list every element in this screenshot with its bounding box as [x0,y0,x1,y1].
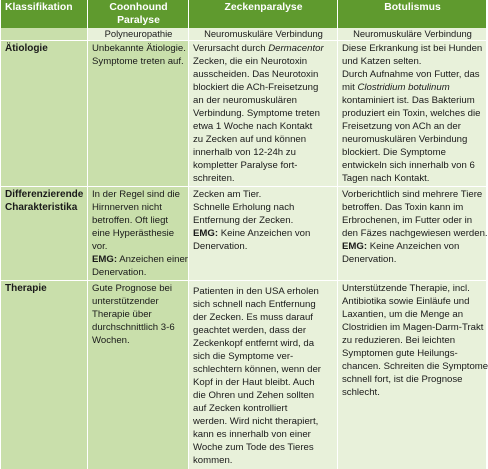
cell-aetiologie-zecken [189,41,338,187]
emg-line [342,240,483,253]
text-line: Kopf in der Haut bleibt. Auch [193,377,315,388]
text-line: kontaminiert ist. Das Bakterium [342,95,475,106]
text-line: Schnelle Erholung nach [193,202,295,213]
text-line: Unterstützende Therapie, incl. [342,283,470,294]
text-line: schlecht. [342,387,380,398]
text-line: Denervation. [193,241,248,252]
text-line: Wochen. [92,335,130,346]
text-line: durchschnittlich 3-6 [92,322,175,333]
text-line: Zeckenkopf entfernt wird, da [193,338,315,349]
emg-label: EMG: [342,241,368,252]
text-line: Patienten in den USA erholen [193,286,319,297]
header-botulismus: Botulismus [338,0,487,28]
text-line: kommen. [193,455,233,466]
header-row [1,0,487,28]
text-line: der Zecken. Es muss darauf [193,312,313,323]
text-line: betroffen. Das Toxin kann im [342,202,464,213]
subheader-zecken: Neuromuskuläre Verbindung [189,28,338,41]
text-line: sich die Symptome ver- [193,351,294,362]
text-line: und Katzen selten. [342,56,422,67]
text-line: Zecken am Tier. [193,189,262,200]
text-line: Laxantien, um die Menge an [342,309,464,320]
text-line: Gute Prognose bei [92,283,173,294]
row-label-aetiologie: Ätiologie [1,41,88,187]
text-line: die Ohren und Zehen sollten [193,390,315,401]
text-line: Tagen nach Kontakt. [342,173,430,184]
text-line: etwa 1 Woche nach Kontakt [193,121,313,132]
text-fragment: mit [342,82,358,93]
text-line: Erbrochenen, im Futter oder in [342,215,473,226]
text-line: den Fäzes nachgewiesen werden. [342,228,488,239]
subheader-coonhound: Polyneuropathie [88,28,189,41]
cell-aetiologie-botulismus [338,41,487,187]
emg-text: Anzeichen einer [117,254,188,265]
text-line: betroffen. Oft liegt [92,215,169,226]
row-label-therapie: Therapie [1,281,88,469]
text-line: an der neuromuskulären [193,95,297,106]
text-line: Diese Erkrankung ist bei Hunden [342,43,483,54]
text-line: Denervation. [92,267,147,278]
text-line: Verbindung. Symptome treten [193,108,320,119]
text-line: Vorberichtlich sind mehrere Tiere [342,189,483,200]
text-line: Entfernung der Zecken. [193,215,294,226]
text-line: zu Zecken auf und können [193,134,307,145]
text-line: Unbekannte Ätiologie. [92,43,186,54]
text-line: kann es innerhalb von einer [193,429,311,440]
text-line: eine Hyperästhesie [92,228,175,239]
text-line: produziert ein Toxin, welches die [342,108,481,119]
row-differenzierende-charakteristika [1,187,487,281]
text-line: geachtet werden, dass der [193,325,307,336]
row-label-line: Charakteristika [5,202,78,213]
text-line: vor. [92,241,108,252]
text-line: entwickeln sich innerhalb von 6 [342,160,475,171]
emg-text: Keine Anzeichen von [367,241,460,252]
text-line: ausscheiden. Das Neurotoxin [193,69,319,80]
subheader-botulismus: Neuromuskuläre Verbindung [338,28,487,41]
cell-therapie-coonhound [88,281,189,469]
text-line: sich schnell nach Entfernung [193,299,316,310]
text-line: Clostridien im Magen-Darm-Trakt [342,322,484,333]
header-zecken: Zeckenparalyse [189,0,338,28]
emg-line [92,253,188,266]
subheader-row [1,28,487,41]
emg-label: EMG: [92,254,118,265]
text-line: schlechtern können, wenn der [193,364,321,375]
text-line: blockiert die ACh-Freisetzung [193,82,319,93]
cell-aetiologie-coonhound [88,41,189,187]
text-line: chancen. Schreiten die Symptome [342,361,488,372]
text-line [193,42,334,55]
cell-therapie-zecken [189,281,338,469]
text-line: Symptomen gute Heilungs- [342,348,458,359]
text-line [342,81,483,94]
text-line: blockiert. Die Symptome [342,147,446,158]
species-name-dermacentor: Dermacentor [268,43,324,54]
header-classification: Klassifikation [1,0,88,28]
text-line: Antibiotika sowie Einläufe und [342,296,470,307]
text-line: schnell fort, ist die Prognose [342,374,463,385]
text-fragment: Verursacht durch [193,43,269,54]
text-line: schreiten. [193,173,235,184]
cell-differenzierende-botulismus [338,187,487,281]
row-aetiologie [1,41,487,187]
emg-line [193,227,334,240]
subheader-empty [1,28,88,41]
text-line: werden. Wird nicht therapiert, [193,416,319,427]
species-name-clostridium: Clostridium botulinum [357,82,450,93]
row-therapie [1,281,487,469]
cell-differenzierende-coonhound [88,187,189,281]
text-line: Therapie über [92,309,152,320]
text-line: Woche zum Tode des Tieres [193,442,314,453]
text-line: auf Zecken kontrolliert [193,403,288,414]
header-coonhound: Coonhound Paralyse [88,0,189,28]
text-line: In der Regel sind die [92,189,180,200]
row-label-line: Differenzierende [5,189,84,200]
text-line: Hirnnerven nicht [92,202,162,213]
cell-therapie-botulismus [338,281,487,469]
text-line: innerhalb von 12-24h zu [193,147,296,158]
emg-label: EMG: [193,228,219,239]
text-line: Zecken, die ein Neurotoxin [193,56,308,67]
text-line: Durch Aufnahme von Futter, das [342,69,480,80]
text-line: Denervation. [342,254,397,265]
text-line: Symptome treten auf. [92,56,184,67]
text-line: zu reduzieren. Bei leichten [342,335,456,346]
cell-differenzierende-zecken [189,187,338,281]
text-line: kompletter Paralyse fort- [193,160,298,171]
row-label-differenzierende [1,187,88,281]
text-line: unterstützender [92,296,159,307]
text-line: neuromuskulären Verbindung [342,134,468,145]
text-line: Freisetzung von ACh an der [342,121,461,132]
emg-text: Keine Anzeichen von [218,228,311,239]
